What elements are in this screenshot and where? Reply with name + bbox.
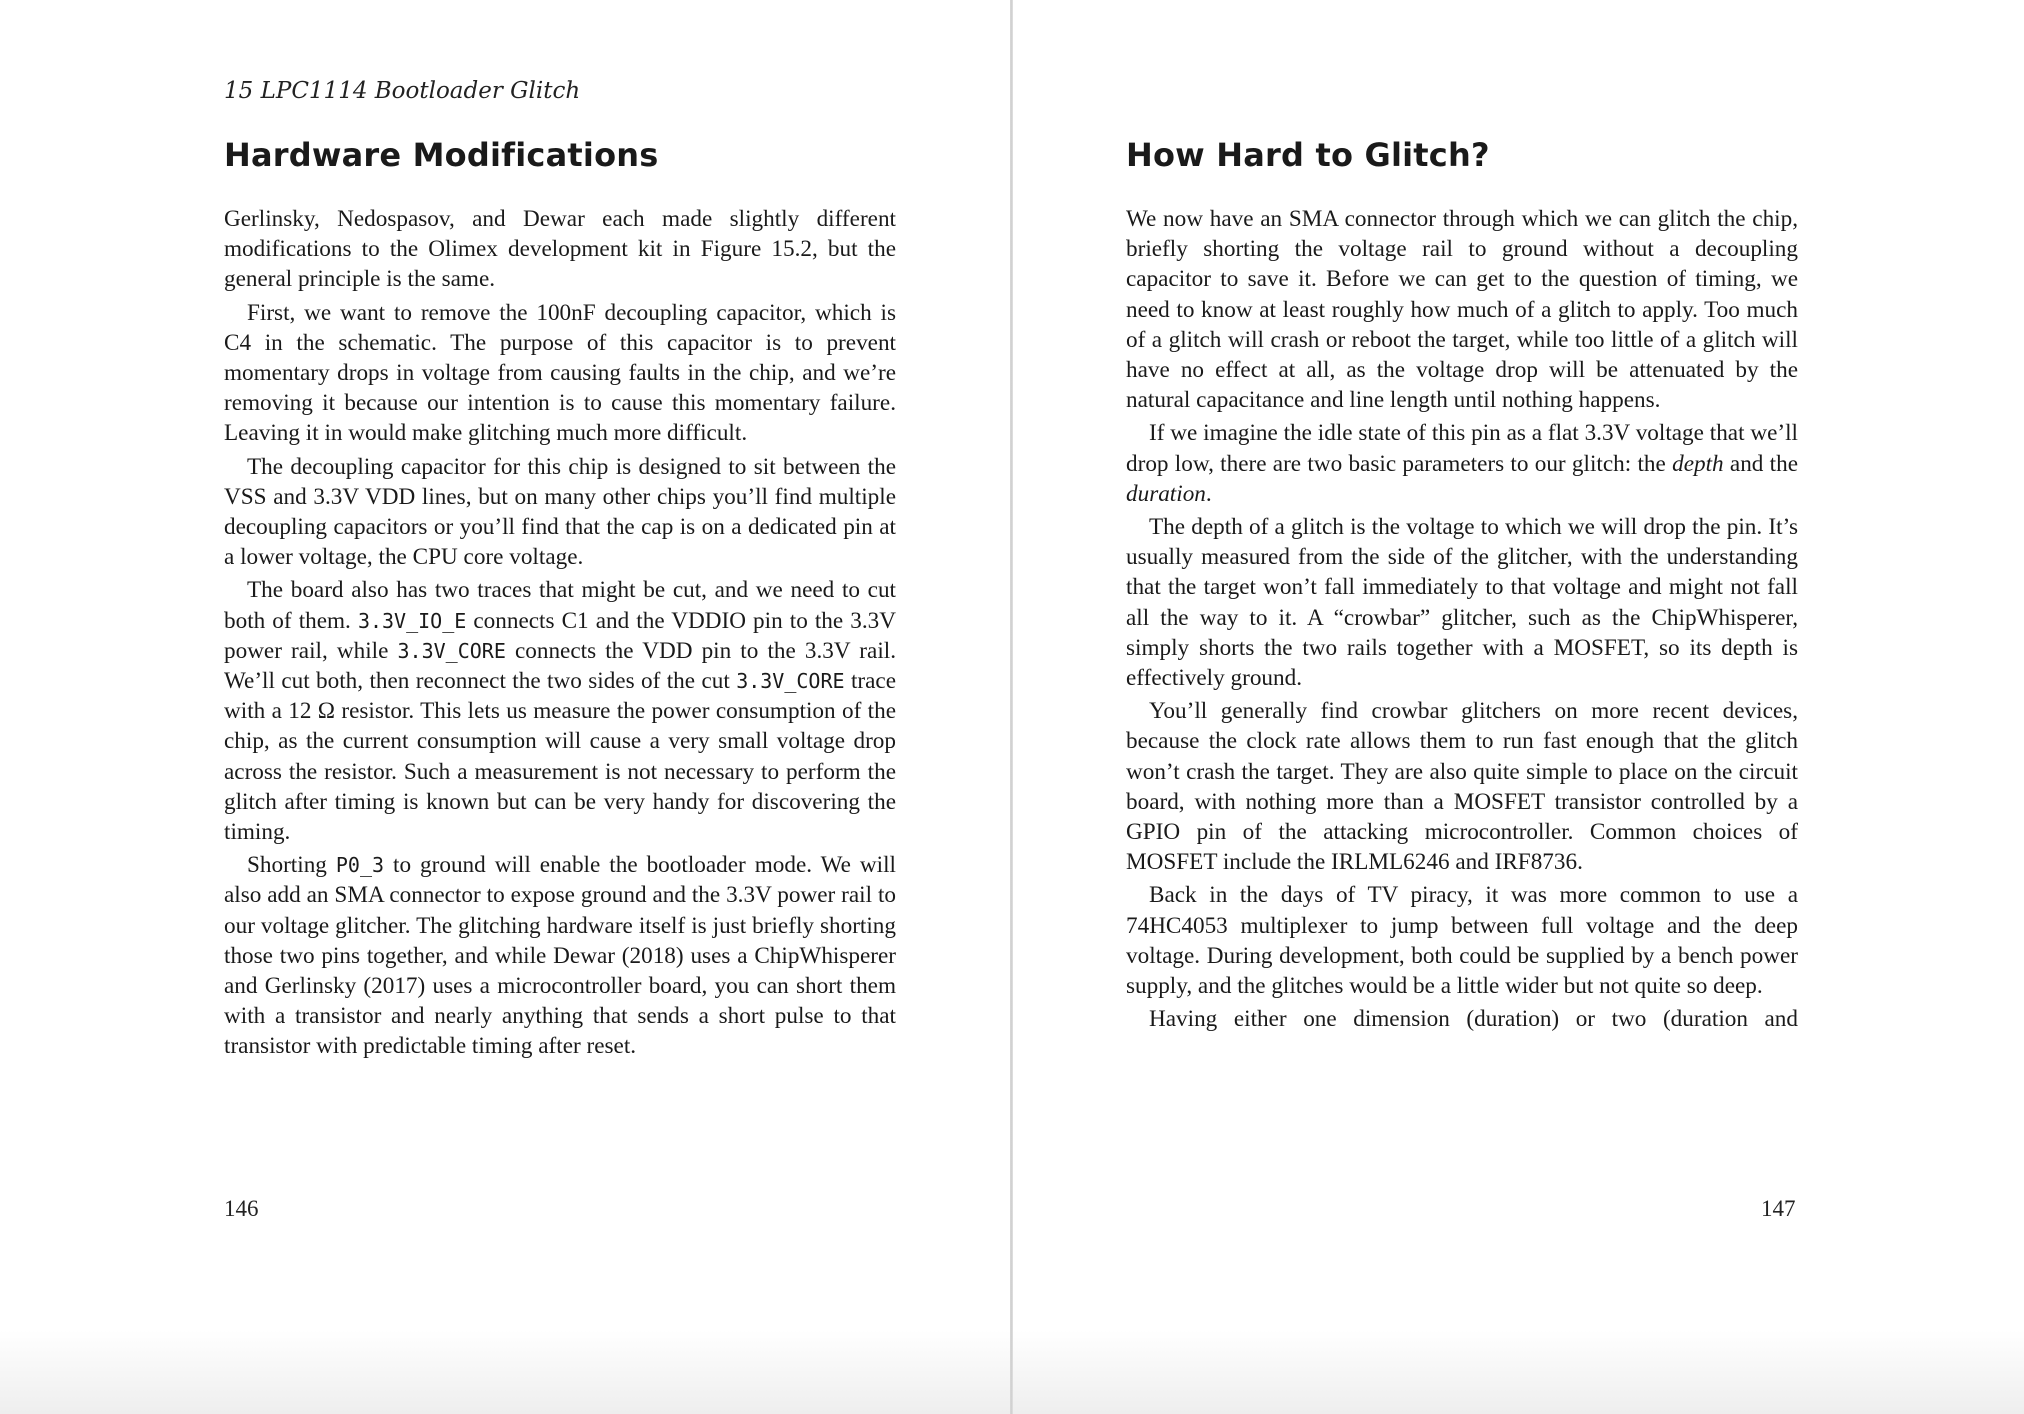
text-run: connects the VDD pin to the 3.3V rail. We’ll cut both, then reconnect the two sides of the cut — [224, 637, 896, 695]
left-page — [0, 0, 1010, 1414]
paragraph: Back in the days of TV piracy, it was more common to use a 74HC4053 multiplexer to jump between full voltage and the deep voltage. During development, both could be supplied by a bench power supply, and the glitches would be a little wider but not quite so deep. — [1126, 882, 1798, 1000]
text-run: trace with a 12 Ω resistor. This lets us measure the power consumption of the chip, as the current consumption will cause a very small voltage drop across the resistor. Such a measurement is not necessary to perform the glitch after timing is known but can be very handy for discovering the timing. — [224, 668, 897, 846]
text-run: connects C1 and the VDDIO pin to the 3.3V power rail, while — [224, 607, 896, 664]
paragraph: We now have an SMA connector through which we can glitch the chip, briefly shorting the voltage rail to ground without a decoupling capacitor to save it. Before we can get to the question of timing, we need to know at least roughly how much of a glitch to apply. Too much of a glitch will crash or reboot the target, while too little of a glitch will have no effect at all, as the voltage drop will be attenuated by the natural capacitance and line length until nothing happens. — [1126, 206, 1798, 414]
running-head: 15 LPC1114 Bootloader Glitch — [224, 78, 581, 104]
page-number: 147 — [1761, 1196, 1796, 1221]
text-run: The board also has two traces that might be cut, and we need to cut both of them. — [224, 577, 896, 634]
paragraph: The decoupling capacitor for this chip is designed to sit between the VSS and 3.3V VDD lines, but on many other chips you’ll find multiple decoupling capacitors or you’ll find that the cap is on a dedicated pin at a lower voltage, the CPU core voltage. — [224, 453, 896, 571]
emphasis: duration — [1126, 480, 1206, 507]
paragraph: First, we want to remove the 100nF decoupling capacitor, which is C4 in the schematic. The purpose of this capacitor is to prevent momentary drops in voltage from causing faults in the chip, and we’re removing it because our intention is to cause this momentary failure. Leaving it in would make glitching much more difficult. — [224, 299, 896, 447]
paragraph — [224, 850, 896, 1061]
paragraph — [224, 575, 896, 847]
text-run: and the — [1723, 450, 1799, 477]
paragraph: You’ll generally find crowbar glitchers on more recent devices, because the clock rate allows them to run fast enough that the glitch won’t crash the target. They are also quite simple to place on the circuit board, with nothing more than a MOSFET transistor controlled by a GPIO pin of the attacking microcontroller. Common choices of MOSFET include the IRLML6246 and IRF8736. — [1126, 698, 1798, 876]
text-run: Shorting — [247, 852, 336, 879]
paragraph: The depth of a glitch is the voltage to which we will drop the pin. It’s usually measured from the side of the glitcher, with the understanding that the target won’t fall immediately to that voltage and might not fall all the way to it. A “crowbar” glitcher, such as the ChipWhisperer, simply shorts the two rails together with a MOSFET, so its depth is effectively ground. — [1126, 514, 1798, 692]
text-run: . — [1205, 480, 1212, 507]
code-inline: 3.3V_CORE — [736, 669, 845, 694]
text-run: If we imagine the idle state of this pin as a flat 3.3V voltage that we’ll drop low, there are two basic parameters to our glitch: the — [1126, 420, 1798, 477]
code-inline: 3.3V_CORE — [397, 638, 506, 663]
section-title-how-hard-to-glitch: How Hard to Glitch? — [1126, 136, 1490, 174]
paragraph: Having either one dimension (duration) or two (duration and — [1149, 1006, 1798, 1033]
emphasis: depth — [1672, 450, 1724, 477]
right-body-text — [1126, 204, 1798, 1037]
text-run: to ground will enable the bootloader mode. We will also add an SMA connector to expose ground and the 3.3V power rail to our voltage glitcher. The glitching hardware itself is just briefly shorting those two pins together, and while Dewar (2018) uses a ChipWhisperer and Gerlinsky (2017) uses a microcontroller board, you can short them with a transistor and nearly anything that sends a short pulse to that transistor with predictable timing after reset. — [224, 852, 896, 1060]
code-inline: P0_3 — [335, 853, 385, 878]
page-number: 146 — [224, 1196, 259, 1221]
code-inline: 3.3V_IO_E — [357, 608, 467, 633]
section-title-hardware-modifications: Hardware Modifications — [224, 136, 659, 174]
left-body-text — [224, 204, 896, 1065]
right-page — [1013, 0, 2023, 1414]
paragraph: Gerlinsky, Nedospasov, and Dewar each made slightly different modifications to the Olimex development kit in Figure 15.2, but the general principle is the same. — [224, 206, 896, 293]
paragraph — [1126, 418, 1798, 509]
